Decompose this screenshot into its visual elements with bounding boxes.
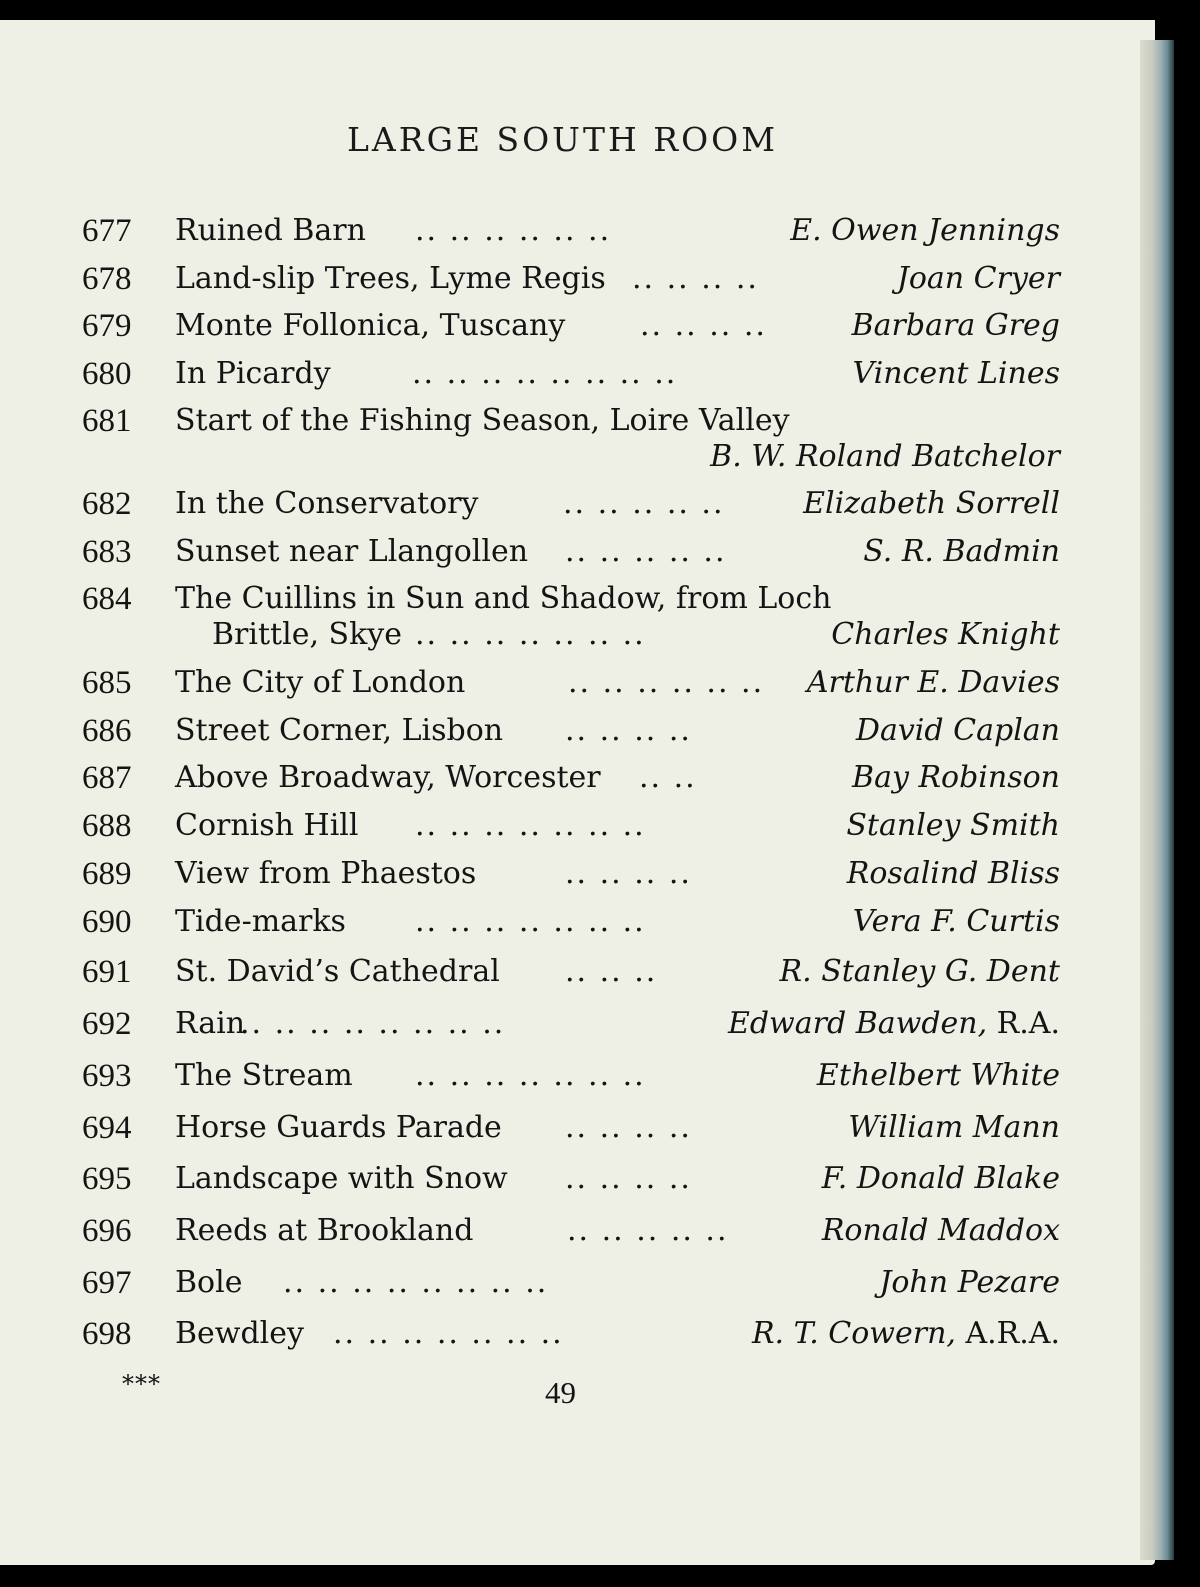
page-edge [1140,40,1174,1560]
dot-leader: .. .. .. .. .. .. .. .. [240,1006,506,1041]
dot-leader: .. .. .. .. .. .. [568,665,765,700]
dot-leader: .. .. .. .. .. .. [415,213,612,248]
entry-title: Land-slip Trees, Lyme Regis [175,261,606,296]
page-number: 49 [545,1375,576,1410]
catalogue-page [0,20,1155,1565]
catalogue-entry [82,356,1060,400]
artist-name: Arthur E. Davies [806,665,1060,700]
artist-name: Barbara Greg [851,308,1060,343]
catalogue-entry [82,665,1060,709]
entry-title: Bole [175,1265,243,1300]
dot-leader: .. .. .. .. .. .. .. [415,1058,646,1093]
entry-number: 693 [82,1058,132,1094]
entry-number: 694 [82,1110,132,1146]
artist-name: R. T. Cowern, [751,1316,966,1351]
entry-artist [728,1006,1060,1041]
catalogue-entry [82,1265,1060,1309]
entry-artist [790,213,1060,248]
artist-name: Edward Bawden, [727,1006,997,1041]
entry-title: Street Corner, Lisbon [175,713,504,748]
artist-name: B. W. Roland Batchelor [710,439,1060,474]
dot-leader: .. .. .. .. [565,1161,692,1196]
dot-leader: .. .. .. .. [565,713,692,748]
artist-name: Vera F. Curtis [852,904,1060,939]
entry-artist [879,1265,1060,1300]
dot-leader: .. .. .. .. .. .. .. .. [412,356,678,391]
entry-title: Ruined Barn [175,213,366,248]
entry-title: View from Phaestos [175,856,477,891]
entry-number: 679 [82,308,132,344]
catalogue-entry [82,1161,1060,1205]
entry-number: 677 [82,213,132,249]
artist-name: F. Donald Blake [821,1161,1060,1196]
entry-number: 684 [82,581,132,617]
entry-number: 685 [82,665,132,701]
entry-artist [846,808,1060,843]
catalogue-entry [82,308,1060,352]
entry-number: 691 [82,954,132,990]
entry-artist [863,534,1060,569]
entry-title: Bewdley [175,1316,304,1351]
dot-leader: .. .. .. .. [565,856,692,891]
artist-name: Vincent Lines [852,356,1060,391]
artist-name: Stanley Smith [846,808,1060,843]
entry-number: 695 [82,1161,132,1197]
entry-title: Landscape with Snow [175,1161,508,1196]
entry-title: In Picardy [175,356,331,391]
artist-distinction: A.R.A. [965,1316,1060,1351]
entry-artist [852,308,1060,343]
dot-leader: .. .. .. .. .. .. .. .. [283,1265,549,1300]
entry-title: The Cuillins in Sun and Shadow, from Loch [175,581,832,616]
entry-number: 686 [82,713,132,749]
entry-title: Tide-marks [175,904,346,939]
artist-name: R. Stanley G. Dent [779,954,1060,989]
dot-leader: .. .. .. .. .. .. .. [415,808,646,843]
entry-artist [822,1161,1060,1196]
dot-leader: .. .. .. .. .. .. .. [333,1316,564,1351]
entry-number: 682 [82,486,132,522]
dot-leader: .. .. .. .. .. .. .. [415,617,646,652]
section-end-stars: *** [122,1370,161,1398]
entry-artist [822,1213,1060,1248]
catalogue-entry [82,808,1060,852]
entry-artist [897,261,1060,296]
entry-number: 681 [82,403,132,439]
artist-name: Ronald Maddox [821,1213,1060,1248]
entry-title: Rain [175,1006,246,1041]
catalogue-entry [82,439,1060,483]
dot-leader: .. .. .. .. .. [567,1213,729,1248]
artist-name: John Pezare [879,1265,1060,1300]
dot-leader: .. .. [639,760,697,795]
dot-leader: .. .. .. .. .. [563,486,725,521]
catalogue-entry [82,1110,1060,1154]
entry-title: St. David’s Cathedral [175,954,500,989]
entry-title: In the Conservatory [175,486,479,521]
entry-artist [817,1058,1060,1093]
entry-artist [856,713,1060,748]
catalogue-entry [82,213,1060,257]
dot-leader: .. .. .. .. [565,1110,692,1145]
entry-artist [807,665,1060,700]
entry-number: 697 [82,1265,132,1301]
catalogue-entry [82,617,1060,661]
entry-title: Reeds at Brookland [175,1213,474,1248]
dot-leader: .. .. .. .. [640,308,767,343]
catalogue-entry [82,856,1060,900]
entry-artist [852,356,1060,391]
artist-name: Ethelbert White [816,1058,1060,1093]
entry-title: Horse Guards Parade [175,1110,502,1145]
entry-artist [852,760,1060,795]
catalogue-entry [82,904,1060,948]
artist-name: S. R. Badmin [863,534,1060,569]
entry-number: 687 [82,760,132,796]
artist-name: Charles Knight [831,617,1060,652]
catalogue-entry [82,1006,1060,1050]
entry-title: Brittle, Skye [212,617,402,652]
entry-artist [803,486,1060,521]
entry-title: Start of the Fishing Season, Loire Valley [175,403,790,438]
dot-leader: .. .. .. .. .. .. .. [415,904,646,939]
entry-artist [847,856,1060,891]
catalogue-entry [82,1058,1060,1102]
entry-title: Cornish Hill [175,808,359,843]
page-heading: LARGE SOUTH ROOM [346,120,779,159]
catalogue-entry [82,954,1060,998]
dot-leader: .. .. .. [565,954,658,989]
entry-artist [752,1316,1060,1351]
artist-name: Bay Robinson [852,760,1060,795]
entry-number: 678 [82,261,132,297]
entry-title: The City of London [175,665,466,700]
dot-leader: .. .. .. .. .. [565,534,727,569]
catalogue-entry [82,261,1060,305]
artist-distinction: R.A. [996,1006,1060,1041]
entry-number: 688 [82,808,132,844]
catalogue-entry [82,1316,1060,1360]
entry-title: Sunset near Llangollen [175,534,529,569]
catalogue-entry [82,486,1060,530]
catalogue-entry [82,713,1060,757]
artist-name: Elizabeth Sorrell [803,486,1060,521]
entry-number: 690 [82,904,132,940]
entry-number: 698 [82,1316,132,1352]
entry-title: The Stream [175,1058,353,1093]
entry-artist [780,954,1060,989]
entry-number: 692 [82,1006,132,1042]
dot-leader: .. .. .. .. [632,261,759,296]
artist-name: Rosalind Bliss [846,856,1060,891]
entry-artist [710,439,1060,474]
catalogue-entry [82,760,1060,804]
entry-artist [831,617,1060,652]
entry-number: 689 [82,856,132,892]
entry-artist [853,904,1060,939]
catalogue-entry [82,534,1060,578]
entry-number: 696 [82,1213,132,1249]
artist-name: Joan Cryer [896,261,1060,296]
entry-title: Monte Follonica, Tuscany [175,308,566,343]
entry-artist [848,1110,1060,1145]
entry-number: 683 [82,534,132,570]
entry-title: Above Broadway, Worcester [175,760,601,795]
catalogue-entry [82,1213,1060,1257]
artist-name: David Caplan [855,713,1060,748]
artist-name: E. Owen Jennings [790,213,1060,248]
entry-number: 680 [82,356,132,392]
artist-name: William Mann [848,1110,1060,1145]
